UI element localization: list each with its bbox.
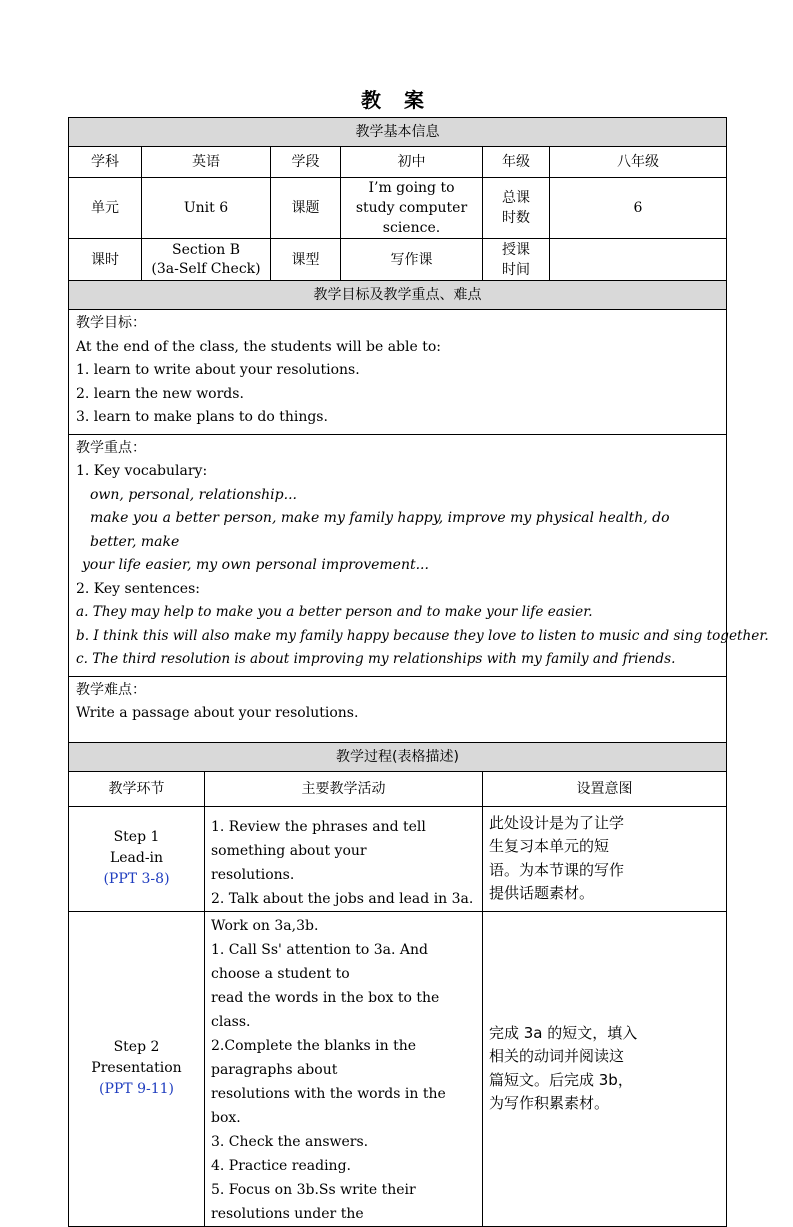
- purpose-line: 提供话题素材。: [489, 884, 595, 902]
- unit-label: 单元: [69, 178, 142, 239]
- sentences-label: 2. Key sentences:: [76, 580, 200, 597]
- col-activity-header: 主要教学活动: [205, 771, 483, 806]
- grade-label: 年级: [483, 147, 550, 178]
- step-number: Step 2: [113, 1039, 160, 1055]
- step-number: Step 1: [113, 829, 160, 845]
- step-stage: Lead-in: [109, 850, 164, 866]
- activity-cell: [205, 806, 483, 911]
- activity-line: Work on 3a,3b.: [211, 917, 319, 934]
- step-ppt: (PPT 3-8): [103, 871, 170, 887]
- step-stage: Presentation: [91, 1060, 182, 1076]
- key-points-title: 教学重点：: [76, 439, 146, 456]
- subject-label: 学科: [69, 147, 142, 178]
- type-value: 写作课: [341, 239, 483, 281]
- purpose-line: 生复习本单元的短: [489, 837, 610, 855]
- goals-section: [69, 310, 727, 435]
- sentence-line: a. They may help to make you a better person and to make your life easier.: [76, 604, 593, 620]
- period-value-line2: (3a-Self Check): [151, 260, 261, 277]
- total-periods-value: 6: [550, 178, 727, 239]
- period-label: 课时: [69, 239, 142, 281]
- grade-value: 八年级: [550, 147, 727, 178]
- unit-value: Unit 6: [142, 178, 271, 239]
- activity-line: 1. Review the phrases and tell something about your: [211, 818, 426, 859]
- activity-line: 5. Focus on 3b.Ss write their resolutions under the: [211, 1181, 416, 1222]
- activity-line: 3. Check the answers.: [211, 1133, 369, 1150]
- goals-line: 1. learn to write about your resolutions.: [76, 362, 360, 378]
- activity-line: 4. Practice reading.: [211, 1157, 351, 1174]
- topic-value: I’m going to study computer science.: [341, 178, 483, 239]
- activity-line: 1. Call Ss' attention to 3a. And choose a student to: [211, 941, 428, 982]
- activity-line: resolutions.: [211, 866, 295, 883]
- activity-line: 2. Talk about the jobs and lead in 3a.: [211, 890, 474, 907]
- activity-line: read the words in the box to the class.: [211, 989, 440, 1030]
- basic-info-header: 教学基本信息: [69, 118, 727, 147]
- process-header: 教学过程(表格描述): [69, 742, 727, 771]
- purpose-line: 语。为本节课的写作: [489, 860, 625, 879]
- type-label: 课型: [271, 239, 341, 281]
- lesson-plan-table: [68, 117, 769, 1227]
- goals-line: 3. learn to make plans to do things.: [76, 409, 328, 425]
- subject-value: 英语: [142, 147, 271, 178]
- activity-line: 2.Complete the blanks in the paragraphs about: [211, 1037, 417, 1078]
- difficulty-title: 教学难点：: [76, 681, 146, 698]
- purpose-line: 相关的动词并阅读这: [489, 1047, 625, 1065]
- vocab-line: make you a better person, make my family happy, improve my physical health, do better, make: [90, 510, 670, 550]
- step-ppt: (PPT 9-11): [98, 1081, 174, 1097]
- difficulty-text: Write a passage about your resolutions.: [76, 705, 359, 721]
- vocab-line: own, personal, relationship...: [90, 486, 297, 503]
- purpose-line: 此处设计是为了让学: [489, 813, 625, 832]
- difficulty-section: [69, 676, 727, 742]
- objectives-header: 教学目标及教学重点、难点: [69, 281, 727, 310]
- period-value: [142, 239, 271, 281]
- purpose-line: 完成 3a 的短文，填入: [489, 1023, 638, 1042]
- purpose-cell: [483, 806, 727, 911]
- col-purpose-header: 设置意图: [483, 771, 727, 806]
- topic-label: 课题: [271, 178, 341, 239]
- page-title: 教 案: [361, 88, 432, 112]
- stage-value: 初中: [341, 147, 483, 178]
- teaching-time-label: 授课时间: [483, 239, 550, 281]
- activity-cell: [205, 911, 483, 1226]
- sentence-line: b. I think this will also make my family happy because they love to listen to music and sing together.: [76, 627, 769, 644]
- goals-line: 2. learn the new words.: [76, 385, 244, 402]
- vocab-label: 1. Key vocabulary:: [76, 463, 208, 479]
- goals-line: At the end of the class, the students will be able to:: [76, 338, 441, 355]
- vocab-line: your life easier, my own personal improvement...: [82, 557, 429, 573]
- goals-title: 教学目标：: [76, 315, 146, 331]
- sentence-line: c. The third resolution is about improving my relationships with my family and friends.: [76, 651, 676, 667]
- period-value-line1: Section B: [171, 241, 240, 258]
- stage-label: 学段: [271, 147, 341, 178]
- col-step-header: 教学环节: [69, 771, 205, 806]
- teaching-time-value: [550, 239, 727, 281]
- purpose-line: 为写作积累素材。: [489, 1094, 610, 1112]
- purpose-line: 篇短文。后完成 3b，: [489, 1070, 633, 1089]
- key-points-section: [69, 434, 769, 676]
- step-cell: [69, 806, 205, 911]
- total-periods-label: 总课时数: [483, 178, 550, 239]
- activity-line: resolutions with the words in the box.: [211, 1085, 446, 1126]
- step-cell: [69, 911, 205, 1226]
- purpose-cell: [483, 911, 727, 1226]
